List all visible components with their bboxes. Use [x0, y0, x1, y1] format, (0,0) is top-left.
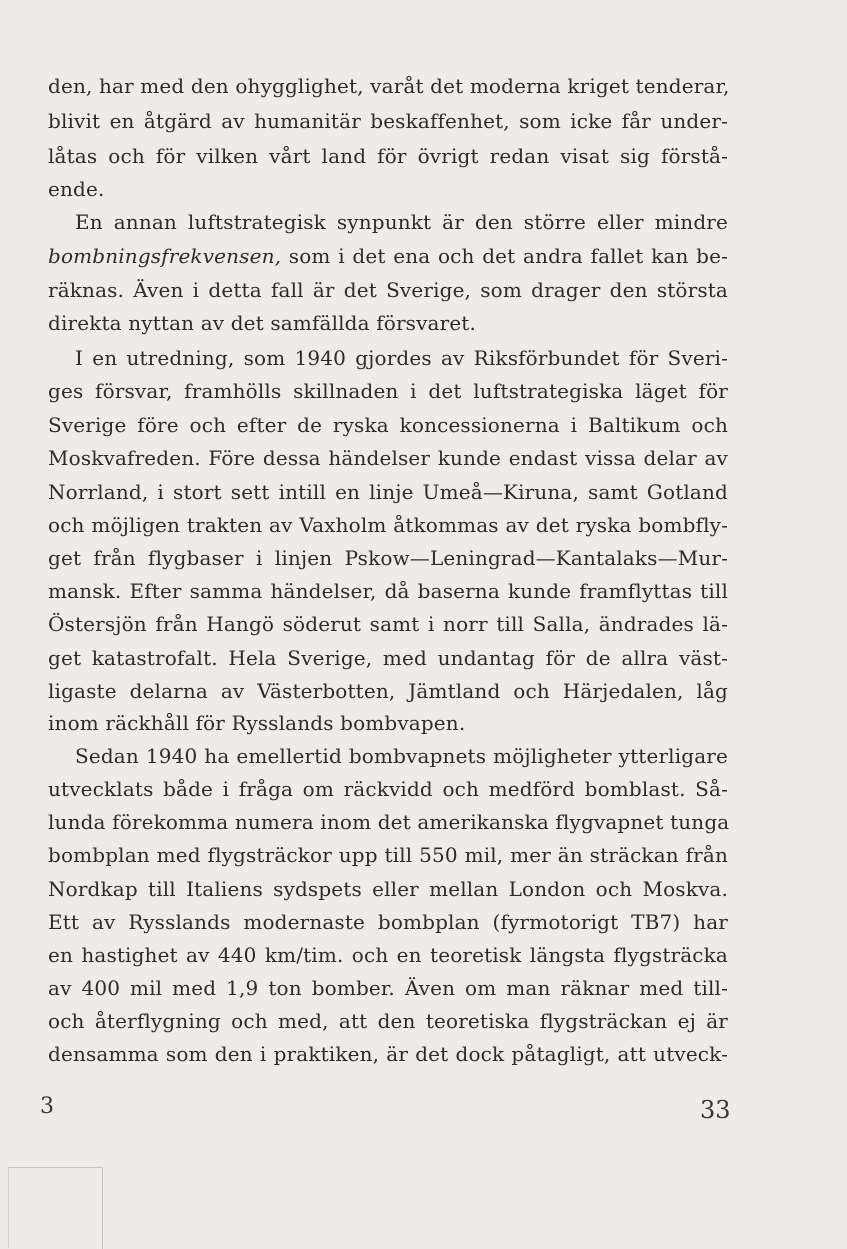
- text-line: ges försvar, framhölls skillnaden i det luftstrategiska läget för: [48, 379, 728, 403]
- paragraph-start: I en utredning, som 1940 gjordes av Riksförbundet för Sveri-: [75, 346, 728, 370]
- text-line: Sverige före och efter de ryska koncessionerna i Baltikum och: [48, 413, 728, 437]
- text-line: och möjligen trakten av Vaxholm åtkommas av det ryska bombfly-: [48, 513, 728, 537]
- text-line: densamma som den i praktiken, är det dock påtagligt, att utveck-: [48, 1042, 728, 1066]
- text-line: ligaste delarna av Västerbotten, Jämtland och Härjedalen, låg: [48, 679, 728, 703]
- text-line: get från flygbaser i linjen Pskow—Leningrad—Kantalaks—Mur-: [48, 546, 728, 570]
- text-line: Östersjön från Hangö söderut samt i norr till Salla, ändrades lä-: [48, 612, 728, 636]
- text-line: Nordkap till Italiens sydspets eller mellan London och Moskva.: [48, 877, 728, 901]
- text-line: Ett av Rysslands modernaste bombplan (fyrmotorigt TB7) har: [48, 910, 728, 934]
- text-line: och återflygning och med, att den teoretiska flygsträckan ej är: [48, 1009, 728, 1033]
- text-line: den, har med den ohygglighet, varåt det moderna kriget tenderar,: [48, 74, 730, 98]
- paragraph-start: Sedan 1940 ha emellertid bombvapnets möjligheter ytterligare: [75, 744, 728, 768]
- text-line: inom räckhåll för Rysslands bombvapen.: [48, 711, 466, 735]
- emphasized-term: bombningsfrekvensen,: [48, 244, 282, 268]
- text-line: lunda förekomma numera inom det amerikanska flygvapnet tunga: [48, 810, 730, 834]
- scan-corner-box: [8, 1167, 103, 1249]
- text-fragment: som i det ena och det andra fallet kan be-: [288, 244, 729, 268]
- text-line: låtas och för vilken vårt land för övrigt redan visat sig förstå-: [48, 144, 728, 168]
- text-line: [48, 240, 728, 273]
- text-line: mansk. Efter samma händelser, då baserna kunde framflyttas till: [48, 579, 728, 603]
- text-line: bombplan med flygsträckor upp till 550 mil, mer än sträckan från: [48, 843, 728, 867]
- text-line: en hastighet av 440 km/tim. och en teoretisk längsta flygsträcka: [48, 943, 728, 967]
- text-line: Norrland, i stort sett intill en linje Umeå—Kiruna, samt Gotland: [48, 480, 728, 504]
- page-number: 33: [700, 1096, 731, 1124]
- text-line: direkta nyttan av det samfällda försvaret.: [48, 311, 476, 335]
- text-line: blivit en åtgärd av humanitär beskaffenhet, som icke får under-: [48, 109, 728, 133]
- text-line: räknas. Även i detta fall är det Sverige, som drager den största: [48, 278, 728, 302]
- text-line: get katastrofalt. Hela Sverige, med undantag för de allra väst-: [48, 646, 728, 670]
- text-line: Moskvafreden. Före dessa händelser kunde endast vissa delar av: [48, 446, 728, 470]
- text-line: ende.: [48, 177, 105, 201]
- signature-mark: 3: [40, 1094, 54, 1119]
- text-line: utvecklats både i fråga om räckvidd och medförd bomblast. Så-: [48, 777, 728, 801]
- paragraph-start: En annan luftstrategisk synpunkt är den större eller mindre: [75, 210, 728, 234]
- text-line: av 400 mil med 1,9 ton bomber. Även om man räknar med till-: [48, 976, 728, 1000]
